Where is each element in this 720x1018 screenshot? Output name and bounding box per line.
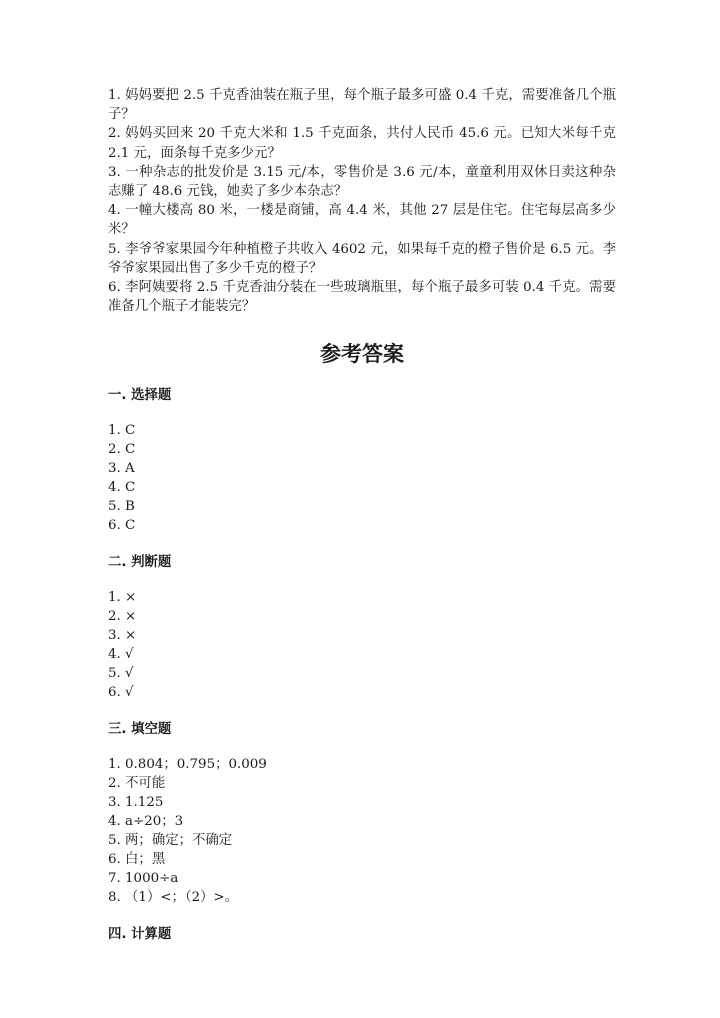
answer-list: [108, 588, 616, 702]
answer-item: 7. 1000÷a: [108, 871, 179, 887]
section-heading: 四. 计算题: [108, 927, 172, 943]
answer-item: 2. C: [108, 442, 136, 458]
answer-item: 5. B: [108, 499, 135, 515]
problem-item: 4. 一幢大楼高 80 米，一楼是商铺，高 4.4 米，其他 27 层是住宅。住宅每层高多少米？: [108, 203, 616, 238]
answer-section-fill: [108, 720, 616, 907]
answer-item: 6. 白；黑: [108, 852, 166, 868]
problem-item: 1. 妈妈要把 2.5 千克香油装在瓶子里，每个瓶子最多可盛 0.4 千克，需要准备几个瓶子？: [108, 88, 616, 123]
answer-item: 2. ×: [108, 609, 137, 625]
problem-item: 5. 李爷爷家果园今年种植橙子共收入 4602 元，如果每千克的橙子售价是 6.5 元。李爷爷家果园出售了多少千克的橙子？: [108, 241, 616, 276]
answers-title: 参考答案: [320, 342, 404, 367]
answer-item: 8. （1）<；（2）>。: [108, 890, 239, 906]
answer-item: 4. a÷20；3: [108, 814, 184, 830]
document-page: [108, 86, 616, 944]
answer-item: 3. 1.125: [108, 795, 164, 811]
section-heading: 三. 填空题: [108, 722, 172, 738]
answer-list: [108, 421, 616, 535]
section-heading: 二. 判断题: [108, 555, 172, 571]
answer-section-choice: [108, 386, 616, 535]
problem-item: 6. 李阿姨要将 2.5 千克香油分装在一些玻璃瓶里，每个瓶子最多可装 0.4 千克。需要准备几个瓶子才能装完？: [108, 280, 616, 315]
word-problems: [108, 86, 616, 316]
section-heading: 一. 选择题: [108, 388, 172, 404]
answer-section-judge: [108, 553, 616, 702]
answer-item: 6. C: [108, 518, 136, 534]
answer-section-calc: [108, 925, 616, 944]
answer-item: 5. 两；确定；不确定: [108, 833, 233, 849]
answer-item: 5. √: [108, 666, 134, 682]
answer-list: [108, 755, 616, 907]
answer-item: 2. 不可能: [108, 776, 166, 792]
answer-item: 4. C: [108, 480, 136, 496]
answer-item: 1. 0.804；0.795；0.009: [108, 757, 267, 773]
problem-item: 3. 一种杂志的批发价是 3.15 元/本，零售价是 3.6 元/本，童童利用双休日卖这种杂志赚了 48.6 元钱，她卖了多少本杂志？: [108, 164, 616, 200]
answer-item: 3. A: [108, 461, 135, 477]
answer-item: 3. ×: [108, 628, 137, 644]
answer-item: 6. √: [108, 685, 134, 701]
answer-item: 1. ×: [108, 590, 137, 606]
answer-item: 1. C: [108, 423, 136, 439]
problem-item: 2. 妈妈买回来 20 千克大米和 1.5 千克面条，共付人民币 45.6 元。已知大米每千克 2.1 元，面条每千克多少元？: [108, 126, 616, 161]
answer-item: 4. √: [108, 647, 134, 663]
